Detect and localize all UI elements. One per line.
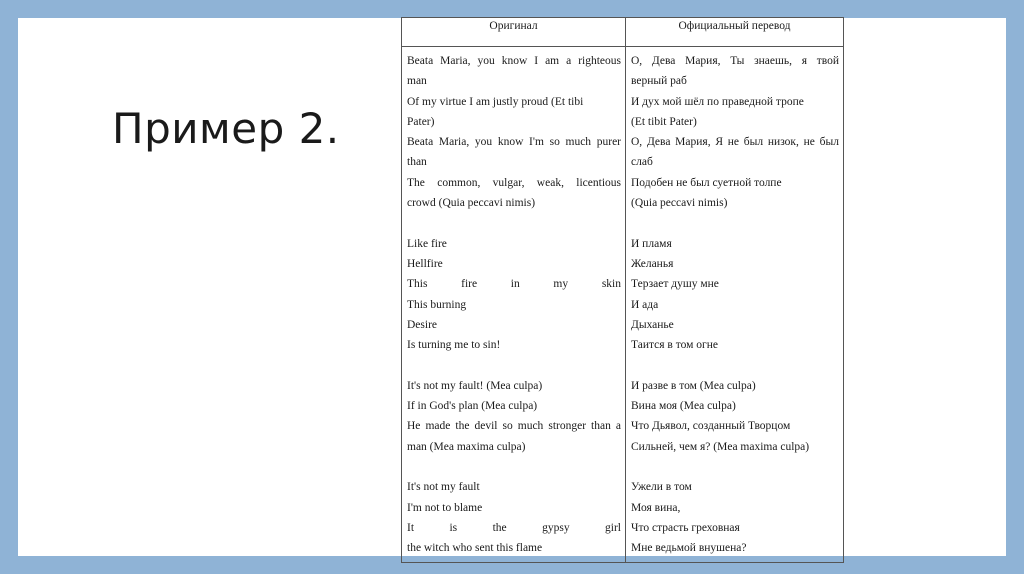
translation-line: слаб [631, 156, 653, 169]
translation-line: Желанья [631, 257, 674, 270]
lyrics-table [401, 17, 844, 563]
header-original: Оригинал [402, 18, 626, 47]
original-line: Pater) [407, 115, 435, 128]
translation-line [631, 355, 839, 375]
original-line: This burning [407, 298, 467, 311]
original-text-cell [402, 47, 626, 563]
translation-line: О, Дева Мария, Я не был низок, не был [631, 136, 839, 149]
translation-line: И дух мой шёл по праведной тропе [631, 95, 804, 108]
header-translation: Официальный перевод [626, 18, 844, 47]
translation-line [631, 457, 839, 477]
translation-line: верный раб [631, 75, 687, 88]
original-line [407, 355, 621, 375]
translation-line: О, Дева Мария, Ты знаешь, я твой [631, 55, 839, 67]
original-line: If in God's plan (Mea culpa) [407, 400, 538, 413]
table-body-row [402, 47, 844, 563]
original-line: I'm not to blame [407, 501, 483, 514]
original-line: man (Mea maxima culpa) [407, 440, 526, 453]
translation-line: (Et tibit Pater) [631, 115, 697, 128]
translation-line: Моя вина, [631, 501, 681, 514]
translation-line: Сильней, чем я? (Mea maxima culpa) [631, 440, 810, 453]
original-line: Hellfire [407, 257, 443, 270]
translation-line: Таится в том огне [631, 339, 719, 352]
original-line: It is the gypsy girl [407, 521, 621, 534]
original-line [407, 213, 621, 233]
translation-line: И разве в том (Mea culpa) [631, 379, 756, 392]
original-line: Beata Maria, you know I am a righteous [407, 55, 621, 67]
translation-line: Что страсть греховная [631, 521, 740, 534]
translation-line: (Quia peccavi nimis) [631, 197, 728, 210]
translation-line: Дыханье [631, 318, 674, 331]
original-line: crowd (Quia peccavi nimis) [407, 197, 536, 210]
original-line: Like fire [407, 237, 447, 250]
slide [18, 18, 1006, 556]
translation-line: Что Дьявол, созданный Творцом [631, 420, 791, 433]
translation-line: И пламя [631, 237, 672, 250]
original-line: man [407, 75, 427, 88]
translation-line: Подобен не был суетной толпе [631, 176, 782, 189]
original-line: The common, vulgar, weak, licentious [407, 176, 621, 189]
translation-line: И ада [631, 298, 659, 311]
original-line: than [407, 156, 427, 169]
original-line: Is turning me to sin! [407, 339, 501, 352]
original-line: Beata Maria, you know I'm so much purer [407, 136, 621, 149]
original-line: It's not my fault [407, 481, 480, 494]
translation-line: Терзает душу мне [631, 278, 719, 291]
original-line: Of my virtue I am justly proud (Et tibi [407, 95, 584, 108]
translation-line: Ужели в том [631, 481, 692, 494]
original-line: It's not my fault! (Mea culpa) [407, 379, 543, 392]
translation-line: Мне ведьмой внушена? [631, 542, 747, 555]
original-line: the witch who sent this flame [407, 542, 543, 555]
slide-title: Пример 2. [112, 104, 340, 153]
table-header-row [402, 18, 844, 47]
translation-line: Вина моя (Mea culpa) [631, 400, 736, 413]
original-line: He made the devil so much stronger than a [407, 420, 621, 433]
original-line: Desire [407, 318, 438, 331]
original-line [407, 457, 621, 477]
translation-text-cell [626, 47, 844, 563]
original-line: This fire in my skin [407, 278, 621, 291]
translation-line [631, 213, 839, 233]
